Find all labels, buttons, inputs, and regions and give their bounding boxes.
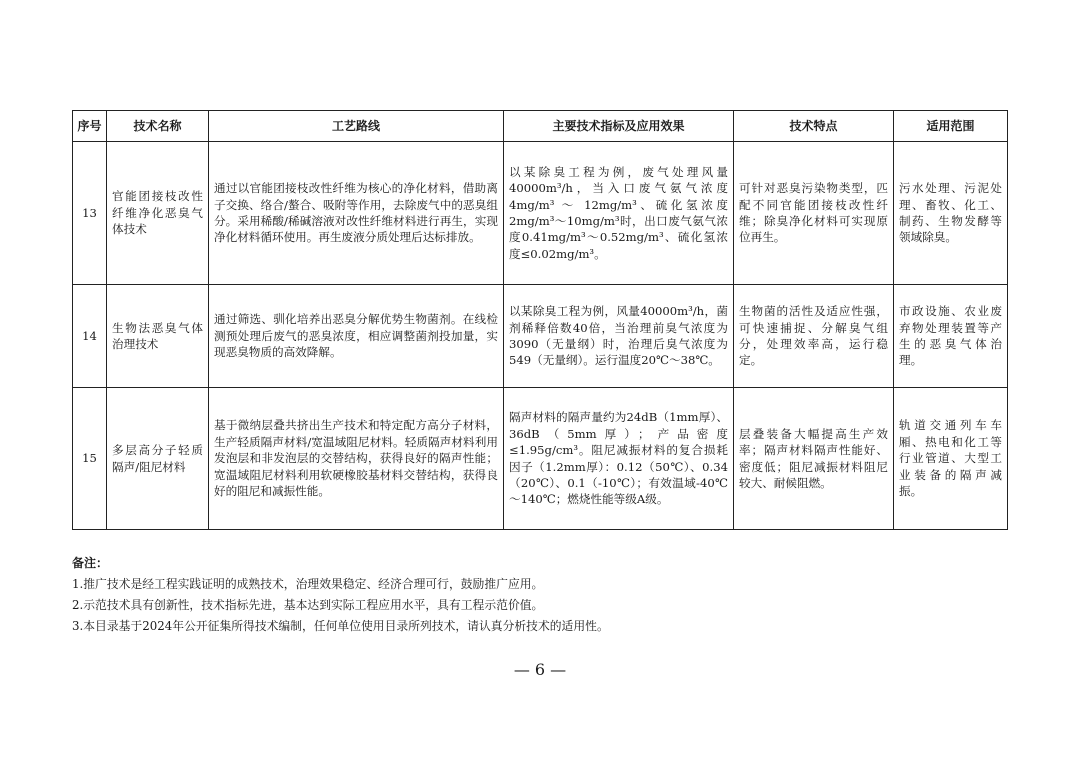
row-features: 生物菌的活性及适应性强，可快速捕捉、分解臭气组分，处理效率高，运行稳定。	[734, 285, 894, 388]
row-name: 生物法恶臭气体治理技术	[107, 285, 209, 388]
row-scope: 轨道交通列车车厢、热电和化工等行业管道、大型工业装备的隔声减振。	[894, 388, 1008, 530]
col-header-no: 序号	[73, 111, 107, 142]
row-indicators: 以某除臭工程为例，废气处理风量40000m³/h，当入口废气氨气浓度4mg/m³ ～ 12mg/m³、硫化氢浓度2mg/m³～10mg/m³时，出口废气氨气浓度0.41mg/m³～0.52mg/m³、硫化氢浓度≤0.02mg/m³。	[504, 142, 734, 285]
col-header-scope: 适用范围	[894, 111, 1008, 142]
col-header-indicators: 主要技术指标及应用效果	[504, 111, 734, 142]
row-features: 层叠装备大幅提高生产效率；隔声材料隔声性能好、密度低；阻尼减振材料阻尼较大、耐候阻燃。	[734, 388, 894, 530]
col-header-name: 技术名称	[107, 111, 209, 142]
notes-heading: 备注：	[72, 556, 109, 570]
col-header-process: 工艺路线	[209, 111, 504, 142]
row-indicators: 以某除臭工程为例，风量40000m³/h，菌剂稀释倍数40倍，当治理前臭气浓度为3090（无量纲）时，治理后臭气浓度为549（无量纲）。运行温度20℃～38℃。	[504, 285, 734, 388]
table-row	[73, 142, 1008, 285]
table-row	[73, 285, 1008, 388]
note-item: 3.本目录基于2024年公开征集所得技术编制，任何单位使用目录所列技术，请认真分析技术的适用性。	[72, 619, 609, 633]
row-process: 通过筛选、驯化培养出恶臭分解优势生物菌剂。在线检测预处理后废气的恶臭浓度，相应调整菌剂投加量，实现恶臭物质的高效降解。	[209, 285, 504, 388]
row-process: 通过以官能团接枝改性纤维为核心的净化材料，借助离子交换、络合/螯合、吸附等作用，去除废气中的恶臭组分。采用稀酸/稀碱溶液对改性纤维材料进行再生，实现净化材料循环使用。再生废液分质处理后达标排放。	[209, 142, 504, 285]
table-header-row	[73, 111, 1008, 142]
technology-table	[72, 110, 1008, 530]
row-process: 基于微纳层叠共挤出生产技术和特定配方高分子材料，生产轻质隔声材料/宽温域阻尼材料。轻质隔声材料利用发泡层和非发泡层的交替结构，获得良好的隔声性能；宽温域阻尼材料利用软硬橡胶基材料交替结构，获得良好的阻尼和减振性能。	[209, 388, 504, 530]
col-header-features: 技术特点	[734, 111, 894, 142]
note-item: 1.推广技术是经工程实践证明的成熟技术，治理效果稳定、经济合理可行，鼓励推广应用。	[72, 577, 544, 591]
note-item: 2.示范技术具有创新性，技术指标先进，基本达到实际工程应用水平，具有工程示范价值。	[72, 598, 544, 612]
table-row	[73, 388, 1008, 530]
row-name: 多层高分子轻质隔声/阻尼材料	[107, 388, 209, 530]
row-no: 14	[73, 285, 107, 388]
row-indicators: 隔声材料的隔声量约为24dB（1mm厚）、36dB（5mm厚）；产品密度≤1.95g/cm³。阻尼减振材料的复合损耗因子（1.2mm厚）：0.12（50℃）、0.34（20℃）、0.1（-10℃）；有效温域-40℃～140℃；燃烧性能等级A级。	[504, 388, 734, 530]
row-scope: 污水处理、污泥处理、畜牧、化工、制药、生物发酵等领域除臭。	[894, 142, 1008, 285]
row-scope: 市政设施、农业废弃物处理装置等产生的恶臭气体治理。	[894, 285, 1008, 388]
row-name: 官能团接枝改性纤维净化恶臭气体技术	[107, 142, 209, 285]
page-number: — 6 —	[513, 660, 567, 679]
notes-section	[72, 553, 1007, 637]
row-features: 可针对恶臭污染物类型，匹配不同官能团接枝改性纤维；除臭净化材料可实现原位再生。	[734, 142, 894, 285]
row-no: 13	[73, 142, 107, 285]
row-no: 15	[73, 388, 107, 530]
